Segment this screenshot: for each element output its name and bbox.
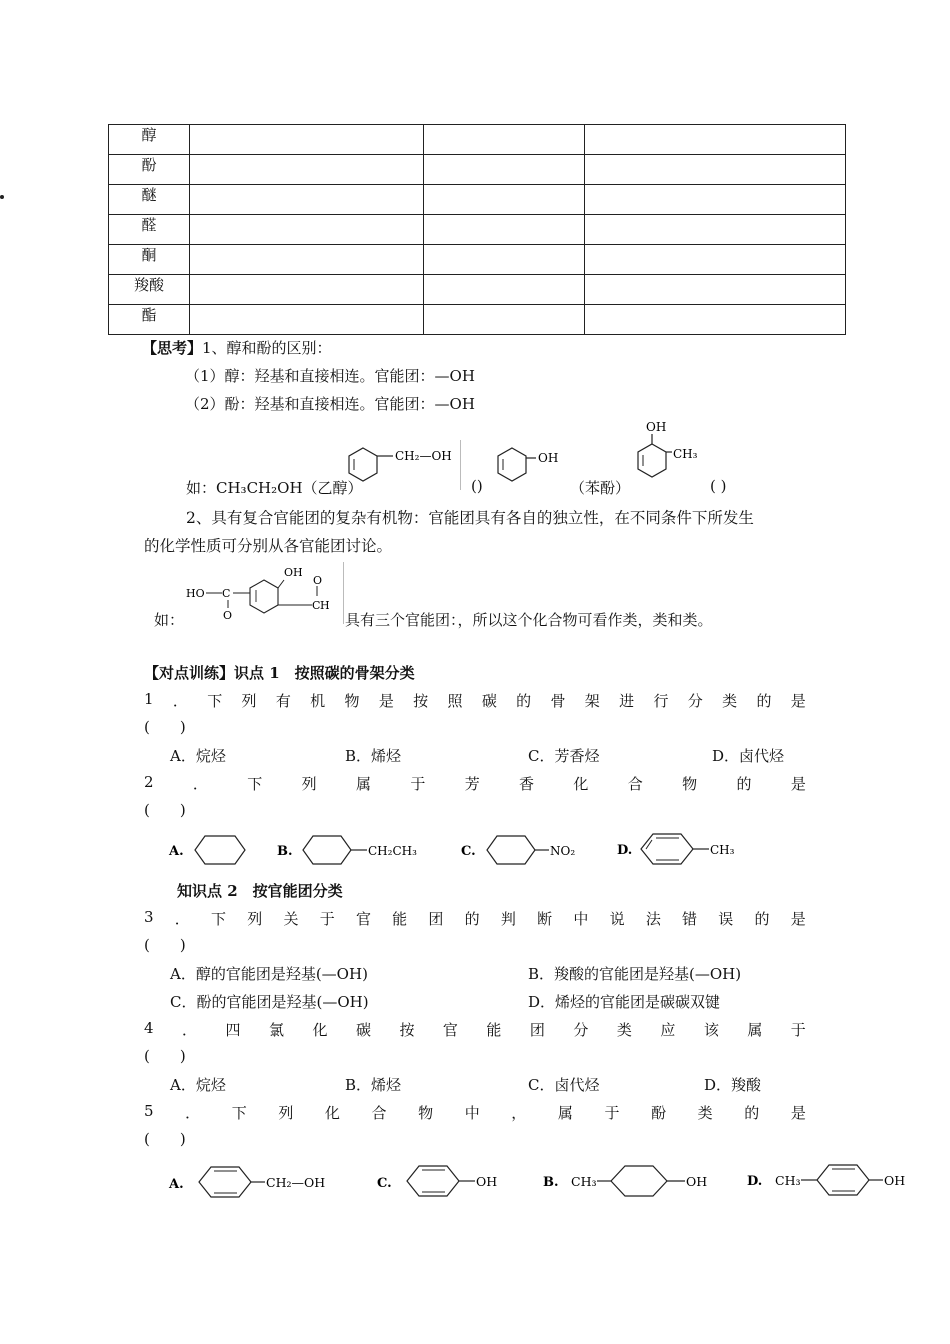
q4-option-d[interactable]: D．羧酸 — [704, 1076, 762, 1094]
q4-char: 属 — [747, 1021, 763, 1039]
cresol-oh-label: OH — [646, 420, 667, 434]
training-header — [144, 662, 415, 683]
q4-char: 按 — [399, 1021, 415, 1039]
table-cell-empty[interactable] — [585, 185, 846, 215]
cresol-structure — [628, 418, 708, 494]
think-q1-text: 1、醇和酚的区别： — [202, 339, 332, 357]
table-cell-empty[interactable] — [424, 185, 585, 215]
q3-option-d[interactable]: D．烯烃的官能团是碳碳双键 — [528, 993, 721, 1011]
q3-char: 说 — [609, 910, 625, 928]
q2-nitro-label: NO₂ — [550, 844, 576, 858]
q2-cyclohexane — [195, 836, 245, 864]
think-question-1 — [142, 337, 332, 358]
training-tag: 【对点训练】 — [144, 664, 235, 682]
q5-ch2oh-label: CH₂—OH — [266, 1175, 326, 1190]
q2-char: 香 — [519, 775, 535, 793]
think-line-2: （2）酚：羟基和直接相连。官能团：—OH — [185, 395, 475, 413]
q1-char: 行 — [653, 692, 669, 710]
functional-group-table — [108, 124, 846, 335]
q2-char: 列 — [301, 775, 317, 793]
question-4 — [144, 1019, 806, 1040]
q3-char: 错 — [682, 910, 698, 928]
q4-char: 四 — [225, 1021, 241, 1039]
table-row — [109, 185, 846, 215]
q3-char: ． — [174, 910, 190, 928]
q1-char: 下 — [207, 692, 223, 710]
think-tag: 【思考】 — [142, 339, 203, 357]
table-cell-empty[interactable] — [424, 275, 585, 305]
q5-blank: ( ) — [144, 1130, 186, 1148]
q2-char: 合 — [627, 775, 643, 793]
q5-methylcyclohexanol — [611, 1166, 667, 1196]
multi-group-structure — [184, 562, 344, 628]
q2-blank: ( ) — [144, 801, 186, 819]
table-cell-empty[interactable] — [190, 215, 424, 245]
hydroxyl-label: OH — [284, 566, 303, 579]
row-group-name: 酮 — [109, 245, 190, 275]
training-point-1: 识点 1 按照碳的骨架分类 — [234, 664, 415, 682]
q4-char: 碳 — [355, 1021, 371, 1039]
example-prefix: 如：CH₃CH₂OH（乙醇） — [186, 479, 363, 497]
q4-char: 应 — [660, 1021, 676, 1039]
aldehyde-ch-label: C — [312, 599, 321, 612]
q3-char: 列 — [247, 910, 263, 928]
q1-char: 机 — [310, 692, 326, 710]
q5-options-structures — [165, 1158, 925, 1206]
q5-char: 类 — [697, 1104, 713, 1122]
q4-char: 分 — [573, 1021, 589, 1039]
q2-letter-c[interactable]: C. — [461, 844, 476, 859]
q2-methyl-label: CH₃ — [710, 843, 735, 857]
table-cell-empty[interactable] — [424, 215, 585, 245]
q1-char: 架 — [584, 692, 600, 710]
think-line-1: （1）醇：羟基和直接相连。官能团：—OH — [185, 367, 475, 385]
q4-char: 于 — [790, 1021, 806, 1039]
aldehyde-h-label: H — [320, 599, 330, 612]
q5-char: 中 — [464, 1104, 480, 1122]
row-group-name: 羧酸 — [109, 275, 190, 305]
benzyl-ch2oh-label: CH₂—OH — [395, 449, 452, 463]
q3-char: 团 — [428, 910, 444, 928]
q4-option-a[interactable]: A．烷烃 — [170, 1076, 226, 1094]
q5-char: ． — [185, 1104, 201, 1122]
phenol-oh-label: OH — [538, 451, 559, 465]
q5-d-oh-label: OH — [884, 1173, 906, 1188]
q4-blank: ( ) — [144, 1047, 186, 1065]
phenol-name: （苯酚） — [570, 479, 631, 497]
q3-char: 关 — [283, 910, 299, 928]
table-cell-empty[interactable] — [585, 305, 846, 335]
table-cell-empty[interactable] — [424, 155, 585, 185]
q1-option-a[interactable]: A．烷烃 — [170, 747, 226, 765]
q2-nitrocyclohexane — [487, 836, 535, 864]
q4-char: 团 — [529, 1021, 545, 1039]
table-row — [109, 305, 846, 335]
q2-options-structures — [165, 826, 785, 872]
q5-char: 属 — [557, 1104, 573, 1122]
q5-c-oh-label: OH — [476, 1174, 498, 1189]
table-row — [109, 275, 846, 305]
q2-letter-b[interactable]: B. — [277, 844, 293, 859]
q4-char: 化 — [312, 1021, 328, 1039]
question-5 — [144, 1102, 806, 1123]
q2-char: 于 — [410, 775, 426, 793]
q2-char: 的 — [736, 775, 752, 793]
q4-char: 能 — [486, 1021, 502, 1039]
q1-char: 物 — [344, 692, 360, 710]
q1-char: 碳 — [481, 692, 497, 710]
benzyl-alcohol-structure — [345, 440, 465, 492]
aldehyde-o-label: O — [313, 574, 323, 587]
q2-letter-a[interactable]: A. — [169, 844, 184, 859]
row-group-name: 酯 — [109, 305, 190, 335]
q3-char: 的 — [754, 910, 770, 928]
ho-label: HO — [186, 587, 205, 600]
q3-char: 判 — [500, 910, 516, 928]
question-1 — [144, 690, 806, 711]
q5-char: 5 — [144, 1102, 154, 1120]
q5-char: 化 — [324, 1104, 340, 1122]
q5-letter-a[interactable]: A. — [169, 1177, 184, 1192]
q5-char: ， — [511, 1104, 527, 1122]
q3-char: 3 — [144, 908, 154, 926]
table-cell-empty[interactable] — [585, 125, 846, 155]
row-group-name: 醛 — [109, 215, 190, 245]
table-row — [109, 155, 846, 185]
table-cell-empty[interactable] — [190, 125, 424, 155]
q2-char: 2 — [144, 773, 154, 791]
paren-blank-2: ( ) — [710, 477, 727, 495]
q5-char: 合 — [371, 1104, 387, 1122]
q4-option-b[interactable]: B．烯烃 — [345, 1076, 402, 1094]
q4-option-c[interactable]: C．卤代烃 — [528, 1076, 600, 1094]
question-2 — [144, 773, 806, 794]
q2-char: ． — [192, 775, 208, 793]
q1-blank: ( ) — [144, 718, 186, 736]
carboxyl-c-label: C — [222, 587, 231, 600]
row-group-name: 醇 — [109, 125, 190, 155]
q5-letter-d[interactable]: D. — [747, 1174, 763, 1189]
q2-ethyl-label: CH₂CH₃ — [368, 844, 417, 858]
table-cell-empty[interactable] — [585, 155, 846, 185]
q4-char: ． — [182, 1021, 198, 1039]
q3-char: 的 — [464, 910, 480, 928]
table-cell-empty[interactable] — [585, 245, 846, 275]
q1-char: 类 — [722, 692, 738, 710]
q3-char: 是 — [790, 910, 806, 928]
q1-char: 照 — [447, 692, 463, 710]
q3-option-b[interactable]: B．羧酸的官能团是羟基(—OH) — [528, 965, 742, 983]
cresol-ch3-label: CH₃ — [673, 447, 698, 461]
table-cell-empty[interactable] — [585, 215, 846, 245]
q4-char: 4 — [144, 1019, 154, 1037]
q3-char: 法 — [645, 910, 661, 928]
q4-char: 官 — [442, 1021, 458, 1039]
q5-char: 酚 — [651, 1104, 667, 1122]
q2-char: 属 — [355, 775, 371, 793]
example2-prefix: 如： — [154, 611, 185, 629]
q4-char: 氯 — [268, 1021, 284, 1039]
q1-char: 进 — [619, 692, 635, 710]
q5-char: 是 — [790, 1104, 806, 1122]
q1-char: 按 — [413, 692, 429, 710]
q1-char: 是 — [378, 692, 394, 710]
q3-char: 于 — [319, 910, 335, 928]
think-q2-line1: 2、具有复合官能团的复杂有机物：官能团具有各自的独立性，在不同条件下所发生 — [186, 509, 754, 527]
q1-option-d[interactable]: D．卤代烃 — [712, 747, 785, 765]
q2-char: 物 — [682, 775, 698, 793]
table-cell-empty[interactable] — [585, 275, 846, 305]
q5-d-ch3-label: CH₃ — [775, 1173, 801, 1188]
table-row — [109, 125, 846, 155]
think-q2-line2: 的化学性质可分别从各官能团讨论。 — [144, 537, 393, 555]
q1-char: ． — [172, 692, 188, 710]
example2-suffix: 具有三个官能团：，所以这个化合物可看作类，类和类。 — [345, 611, 713, 629]
q1-char: 分 — [687, 692, 703, 710]
question-3 — [144, 908, 806, 929]
q3-blank: ( ) — [144, 936, 186, 954]
table-cell-empty[interactable] — [190, 305, 424, 335]
q1-char: 骨 — [550, 692, 566, 710]
table-cell-empty[interactable] — [424, 245, 585, 275]
row-group-name: 醚 — [109, 185, 190, 215]
q3-char: 官 — [355, 910, 371, 928]
q1-char: 有 — [275, 692, 291, 710]
q5-char: 下 — [231, 1104, 247, 1122]
table-row — [109, 215, 846, 245]
q1-char: 的 — [756, 692, 772, 710]
q1-char: 1 — [144, 690, 154, 708]
q3-char: 能 — [392, 910, 408, 928]
q5-char: 于 — [604, 1104, 620, 1122]
separator-line-2 — [343, 562, 344, 624]
table-cell-empty[interactable] — [190, 185, 424, 215]
margin-dot — [0, 195, 4, 199]
q5-char: 的 — [744, 1104, 760, 1122]
q2-char: 化 — [573, 775, 589, 793]
q5-letter-c[interactable]: C. — [377, 1176, 392, 1191]
q3-char: 误 — [718, 910, 734, 928]
q3-option-c[interactable]: C．酚的官能团是羟基(—OH) — [170, 993, 369, 1011]
q1-char: 是 — [790, 692, 806, 710]
q3-option-a[interactable]: A．醇的官能团是羟基(—OH) — [170, 965, 368, 983]
q5-char: 列 — [278, 1104, 294, 1122]
q4-char: 类 — [616, 1021, 632, 1039]
q1-char: 列 — [241, 692, 257, 710]
separator-line — [460, 440, 461, 490]
q5-b-ch3-label: CH₃ — [571, 1174, 597, 1189]
q4-char: 该 — [703, 1021, 719, 1039]
q5-char: 物 — [418, 1104, 434, 1122]
phenol-structure — [496, 440, 576, 492]
table-cell-empty[interactable] — [190, 155, 424, 185]
paren-blank-1: () — [471, 477, 483, 495]
q2-letter-d[interactable]: D. — [617, 843, 633, 858]
q5-b-oh-label: OH — [686, 1174, 708, 1189]
carbonyl-o-label: O — [223, 609, 233, 622]
q3-char: 断 — [537, 910, 553, 928]
q3-char: 下 — [211, 910, 227, 928]
table-cell-empty[interactable] — [190, 275, 424, 305]
q2-char: 下 — [247, 775, 263, 793]
q2-char: 是 — [790, 775, 806, 793]
table-cell-empty[interactable] — [424, 305, 585, 335]
q1-option-c[interactable]: C．芳香烃 — [528, 747, 600, 765]
row-group-name: 酚 — [109, 155, 190, 185]
table-cell-empty[interactable] — [190, 245, 424, 275]
q5-letter-b[interactable]: B. — [543, 1175, 559, 1190]
q1-option-b[interactable]: B．烯烃 — [345, 747, 402, 765]
training-point-2: 知识点 2 按官能团分类 — [177, 882, 343, 900]
q3-char: 中 — [573, 910, 589, 928]
q1-char: 的 — [516, 692, 532, 710]
q2-char: 芳 — [464, 775, 480, 793]
table-row — [109, 245, 846, 275]
q2-ethylcyclohexane — [303, 836, 351, 864]
table-cell-empty[interactable] — [424, 125, 585, 155]
